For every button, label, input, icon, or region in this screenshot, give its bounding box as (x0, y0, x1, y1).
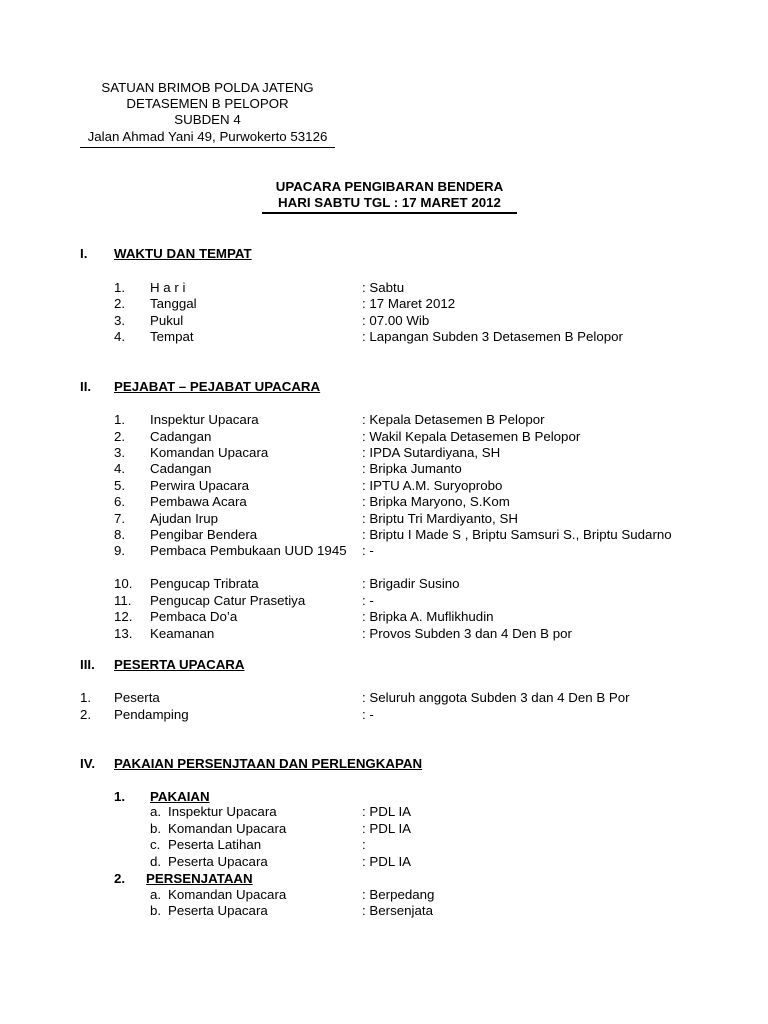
list-item (0, 854, 768, 870)
item-label: Komandan Upacara (150, 445, 269, 460)
header-address: Jalan Ahmad Yani 49, Purwokerto 53126 (87, 129, 328, 144)
item-value: : PDL IA (362, 821, 412, 836)
item-value: : Sabtu (362, 280, 405, 295)
item-number: 5. (114, 478, 126, 493)
item-value: : Bripka Maryono, S.Kom (362, 494, 510, 509)
item-value: : Bripka A. Muflikhudin (362, 609, 494, 624)
item-value: : PDL IA (362, 804, 412, 819)
item-number: 3. (114, 313, 126, 328)
item-number: 7. (114, 511, 126, 526)
list-item (0, 593, 768, 609)
item-label: Ajudan Irup (150, 511, 219, 526)
item-value: : Wakil Kepala Detasemen B Pelopor (362, 429, 581, 444)
section4-heading: PAKAIAN PERSENJTAAN DAN PERLENGKAPAN (114, 756, 423, 771)
item-label: Inspektur Upacara (168, 804, 277, 819)
item-number: a. (150, 804, 162, 819)
list-item (0, 494, 768, 510)
list-item (0, 329, 768, 345)
section4-sub2-number: 2. (114, 871, 126, 886)
item-value: : Kepala Detasemen B Pelopor (362, 412, 545, 427)
item-label: Perwira Upacara (150, 478, 250, 493)
header-detachment: DETASEMEN B PELOPOR (126, 96, 289, 111)
section3-heading: PESERTA UPACARA (114, 657, 245, 672)
item-value: : - (362, 593, 374, 608)
list-item (0, 461, 768, 477)
item-value: : Briptu I Made S , Briptu Samsuri S., Briptu Sudarno (362, 527, 672, 542)
list-item (0, 429, 768, 445)
title-rule (262, 212, 517, 214)
item-value: : Bripka Jumanto (362, 461, 462, 476)
item-label: Komandan Upacara (168, 887, 287, 902)
list-item (0, 690, 768, 706)
item-value: : Brigadir Susino (362, 576, 460, 591)
item-label: Tanggal (150, 296, 197, 311)
item-value: : (362, 837, 366, 852)
item-number: d. (150, 854, 162, 869)
item-label: Peserta Latihan (168, 837, 262, 852)
list-item (0, 543, 768, 559)
item-label: Peserta Upacara (168, 854, 268, 869)
item-label: Cadangan (150, 461, 212, 476)
item-number: 2. (114, 296, 126, 311)
item-label: Pengucap Tribrata (150, 576, 259, 591)
item-value: : Provos Subden 3 dan 4 Den B por (362, 626, 572, 641)
list-item (0, 887, 768, 903)
list-item (0, 412, 768, 428)
item-label: Komandan Upacara (168, 821, 287, 836)
item-number: 11. (114, 593, 132, 608)
section2-number: II. (80, 379, 92, 394)
list-item (0, 511, 768, 527)
section4-number: IV. (80, 756, 96, 771)
list-item (0, 313, 768, 329)
item-value: : IPDA Sutardiyana, SH (362, 445, 501, 460)
item-number: 12. (114, 609, 133, 624)
item-label: Tempat (150, 329, 194, 344)
section4-sub1-heading: PAKAIAN (150, 789, 210, 804)
item-number: 1. (80, 690, 92, 705)
list-item (0, 903, 768, 919)
item-label: Peserta (114, 690, 160, 705)
list-item (0, 626, 768, 642)
item-value: : Seluruh anggota Subden 3 dan 4 Den B Por (362, 690, 630, 705)
section1-heading: WAKTU DAN TEMPAT (114, 246, 252, 261)
list-item (0, 280, 768, 296)
item-value: : Lapangan Subden 3 Detasemen B Pelopor (362, 329, 623, 344)
item-label: Cadangan (150, 429, 212, 444)
list-item (0, 296, 768, 312)
item-value: : Briptu Tri Mardiyanto, SH (362, 511, 518, 526)
list-item (0, 804, 768, 820)
item-label: Pengucap Catur Prasetiya (150, 593, 306, 608)
list-item (0, 609, 768, 625)
item-number: c. (150, 837, 161, 852)
item-number: 4. (114, 329, 126, 344)
item-number: 1. (114, 280, 126, 295)
list-item (0, 527, 768, 543)
item-number: a. (150, 887, 162, 902)
list-item (0, 707, 768, 723)
item-label: H a r i (150, 280, 186, 295)
section4-sub2-heading: PERSENJATAAN (146, 871, 253, 886)
item-number: 10. (114, 576, 133, 591)
item-number: b. (150, 903, 162, 918)
item-label: Pembaca Pembukaan UUD 1945 (150, 543, 347, 558)
item-number: 3. (114, 445, 126, 460)
item-label: Pengibar Bendera (150, 527, 258, 542)
item-number: 4. (114, 461, 126, 476)
list-item (0, 576, 768, 592)
section2-heading: PEJABAT – PEJABAT UPACARA (114, 379, 321, 394)
item-value: : PDL IA (362, 854, 412, 869)
item-value: : Berpedang (362, 887, 435, 902)
item-number: 8. (114, 527, 126, 542)
item-value: : 07.00 Wib (362, 313, 430, 328)
header-unit: SATUAN BRIMOB POLDA JATENG (101, 80, 314, 95)
document-title: UPACARA PENGIBARAN BENDERA (275, 179, 504, 194)
item-label: Pendamping (114, 707, 189, 722)
list-item (0, 445, 768, 461)
item-label: Pembaca Do’a (150, 609, 238, 624)
document-date-title: HARI SABTU TGL : 17 MARET 2012 (278, 195, 501, 210)
item-number: 6. (114, 494, 126, 509)
item-number: 13. (114, 626, 133, 641)
list-item (0, 478, 768, 494)
list-item (0, 837, 768, 853)
item-number: 9. (114, 543, 126, 558)
item-value: : - (362, 707, 374, 722)
item-value: : - (362, 543, 374, 558)
item-number: b. (150, 821, 162, 836)
item-label: Inspektur Upacara (150, 412, 259, 427)
item-value: : 17 Maret 2012 (362, 296, 456, 311)
section3-number: III. (80, 657, 95, 672)
item-label: Pembawa Acara (150, 494, 247, 509)
item-label: Pukul (150, 313, 184, 328)
item-label: Peserta Upacara (168, 903, 268, 918)
list-item (0, 821, 768, 837)
header-subden: SUBDEN 4 (174, 112, 241, 127)
section1-number: I. (80, 246, 88, 261)
item-value: : IPTU A.M. Suryoprobo (362, 478, 503, 493)
item-value: : Bersenjata (362, 903, 433, 918)
section4-sub1-number: 1. (114, 789, 126, 804)
item-number: 1. (114, 412, 126, 427)
item-number: 2. (114, 429, 126, 444)
item-label: Keamanan (150, 626, 215, 641)
item-number: 2. (80, 707, 92, 722)
header-rule (80, 147, 335, 148)
